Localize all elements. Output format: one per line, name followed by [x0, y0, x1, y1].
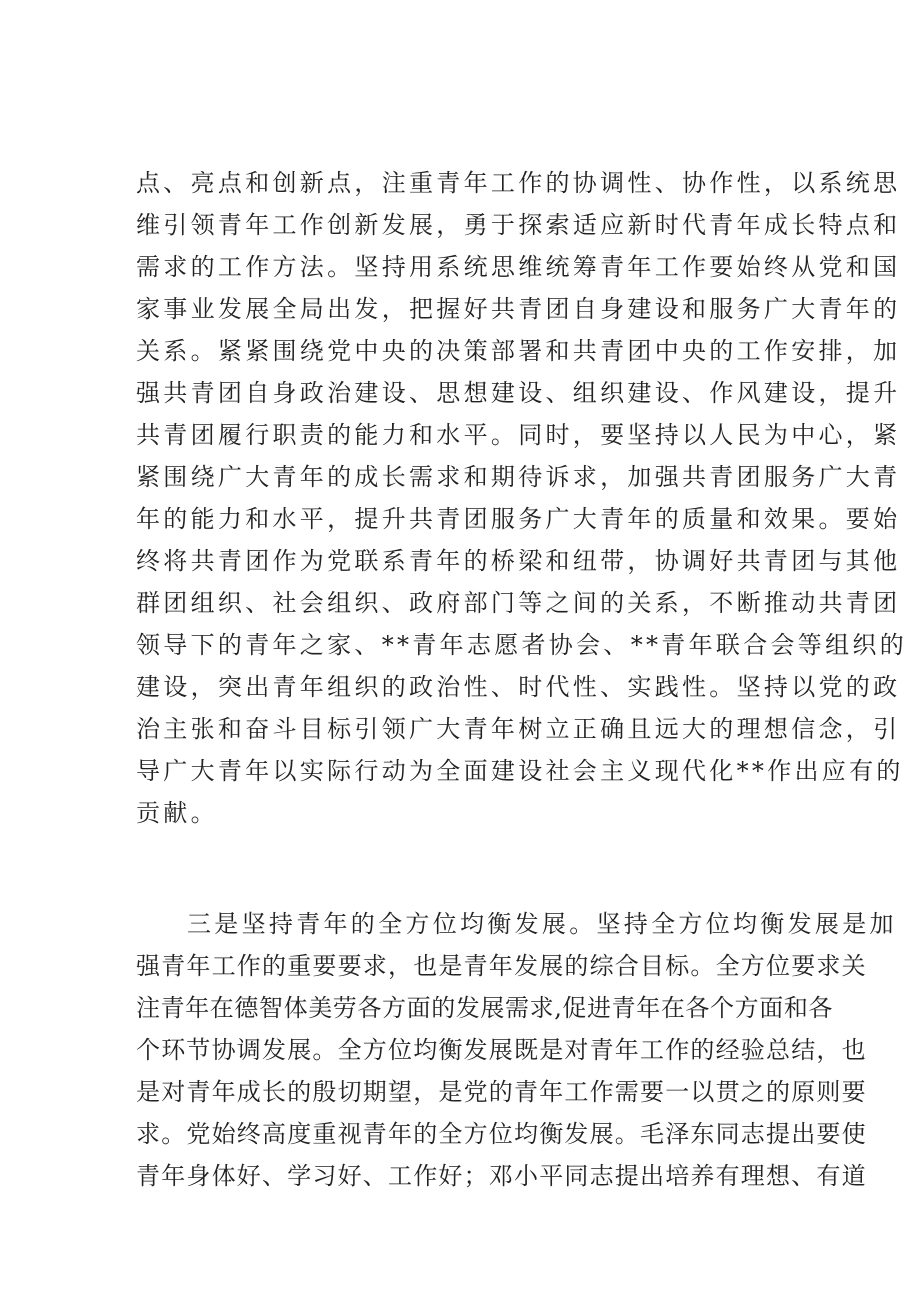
text-line: 领导下的青年之家、**青年志愿者协会、**青年联合会等组织的 — [136, 631, 907, 659]
text-line: 关系。紧紧围绕党中央的决策部署和共青团中央的工作安排，加 — [136, 337, 901, 365]
text-line: 青年身体好、学习好、工作好；邓小平同志提出培养有理想、有道 — [136, 1162, 867, 1190]
text-line: 注青年在德智体美劳各方面的发展需求,促进青年在各个方面和各 — [136, 994, 834, 1022]
text-line: 贡献。 — [136, 799, 218, 827]
text-line: 建设，突出青年组织的政治性、时代性、实践性。坚持以党的政 — [136, 673, 901, 701]
text-line: 需求的工作方法。坚持用系统思维统筹青年工作要始终从党和国 — [136, 253, 901, 281]
text-line: 点、亮点和创新点，注重青年工作的协调性、协作性，以系统思 — [136, 169, 901, 197]
text-line: 三是坚持青年的全方位均衡发展。坚持全方位均衡发展是加 — [187, 910, 897, 938]
text-line: 年的能力和水平，提升共青团服务广大青年的质量和效果。要始 — [136, 505, 901, 533]
paragraph-continued — [136, 162, 907, 834]
text-line: 终将共青团作为党联系青年的桥梁和纽带，协调好共青团与其他 — [136, 547, 901, 575]
text-line: 个环节协调发展。全方位均衡发展既是对青年工作的经验总结，也 — [136, 1036, 867, 1064]
text-line: 治主张和奋斗目标引领广大青年树立正确且远大的理想信念，引 — [136, 715, 901, 743]
text-line: 共青团履行职责的能力和水平。同时，要坚持以人民为中心，紧 — [136, 421, 901, 449]
text-line: 维引领青年工作创新发展，勇于探索适应新时代青年成长特点和 — [136, 211, 901, 239]
text-line: 强青年工作的重要要求，也是青年发展的综合目标。全方位要求关 — [136, 952, 867, 980]
text-line: 家事业发展全局出发，把握好共青团自身建设和服务广大青年的 — [136, 295, 901, 323]
paragraph-three — [136, 903, 897, 1197]
text-line: 导广大青年以实际行动为全面建设社会主义现代化**作出应有的 — [136, 757, 904, 785]
text-line: 强共青团自身政治建设、思想建设、组织建设、作风建设，提升 — [136, 379, 901, 407]
text-line: 是对青年成长的殷切期望，是党的青年工作需要一以贯之的原则要 — [136, 1078, 867, 1106]
text-line: 紧围绕广大青年的成长需求和期待诉求，加强共青团服务广大青 — [136, 463, 901, 491]
text-line: 求。党始终高度重视青年的全方位均衡发展。毛泽东同志提出要使 — [136, 1120, 867, 1148]
text-line: 群团组织、社会组织、政府部门等之间的关系，不断推动共青团 — [136, 589, 901, 617]
